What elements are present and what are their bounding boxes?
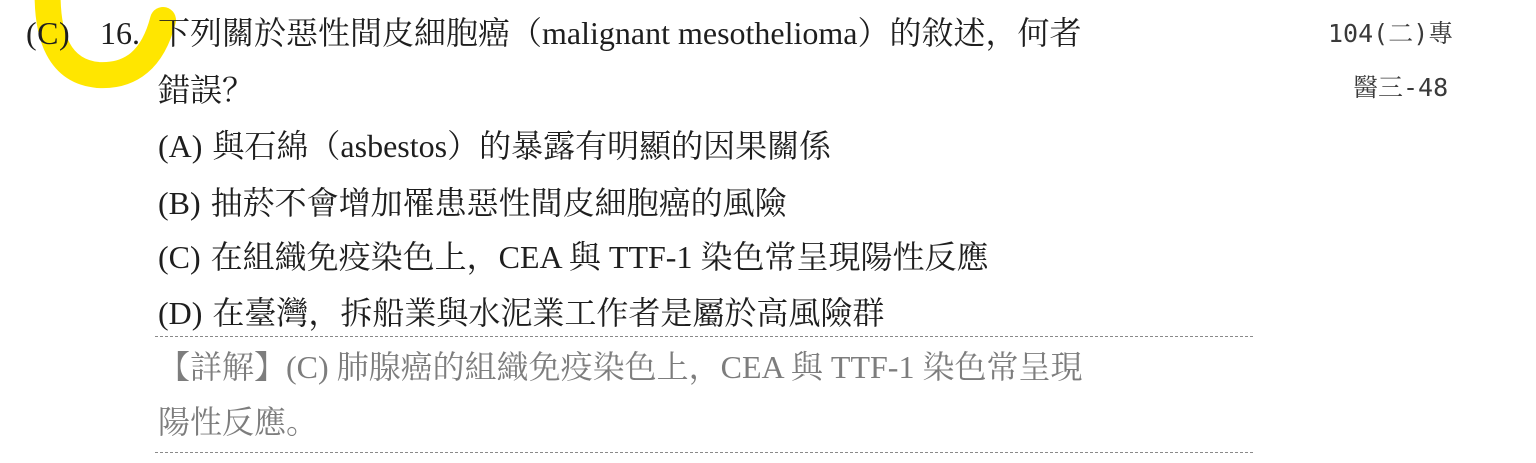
exam-source-line-1: 104(二)專 [1328,19,1454,48]
option-a [158,123,831,169]
option-b [158,180,787,226]
option-c-label: (C) [158,239,201,275]
option-b-text: 抽菸不會增加罹患惡性間皮細胞癌的風險 [210,185,787,221]
question-number: 16. [100,15,140,51]
option-d [158,290,884,336]
option-b-label: (B) [158,185,201,221]
question-stem-line-1: 下列關於惡性間皮細胞癌（malignant mesothelioma）的敘述，何者 [158,15,1082,51]
explanation-line-2: 陽性反應。 [158,404,319,440]
question-stem-line-2: 錯誤？ [158,72,255,108]
option-c-text: 在組織免疫染色上，CEA 與 TTF-1 染色常呈現陽性反應 [210,239,989,275]
option-a-text: 與石綿（asbestos）的暴露有明顯的因果關係 [212,128,832,164]
option-d-text: 在臺灣，拆船業與水泥業工作者是屬於高風險群 [212,295,885,331]
explanation-line-1: 【詳解】(C) 肺腺癌的組織免疫染色上，CEA 與 TTF-1 染色常呈現 [158,349,1083,385]
explanation-top-divider [155,336,1253,337]
exam-source-line-2: 醫三-48 [1353,73,1449,102]
option-c [158,234,988,280]
option-d-label: (D) [158,295,203,331]
explanation-bottom-divider [155,452,1253,453]
option-a-label: (A) [158,128,203,164]
answer-key: (C) [26,15,71,51]
